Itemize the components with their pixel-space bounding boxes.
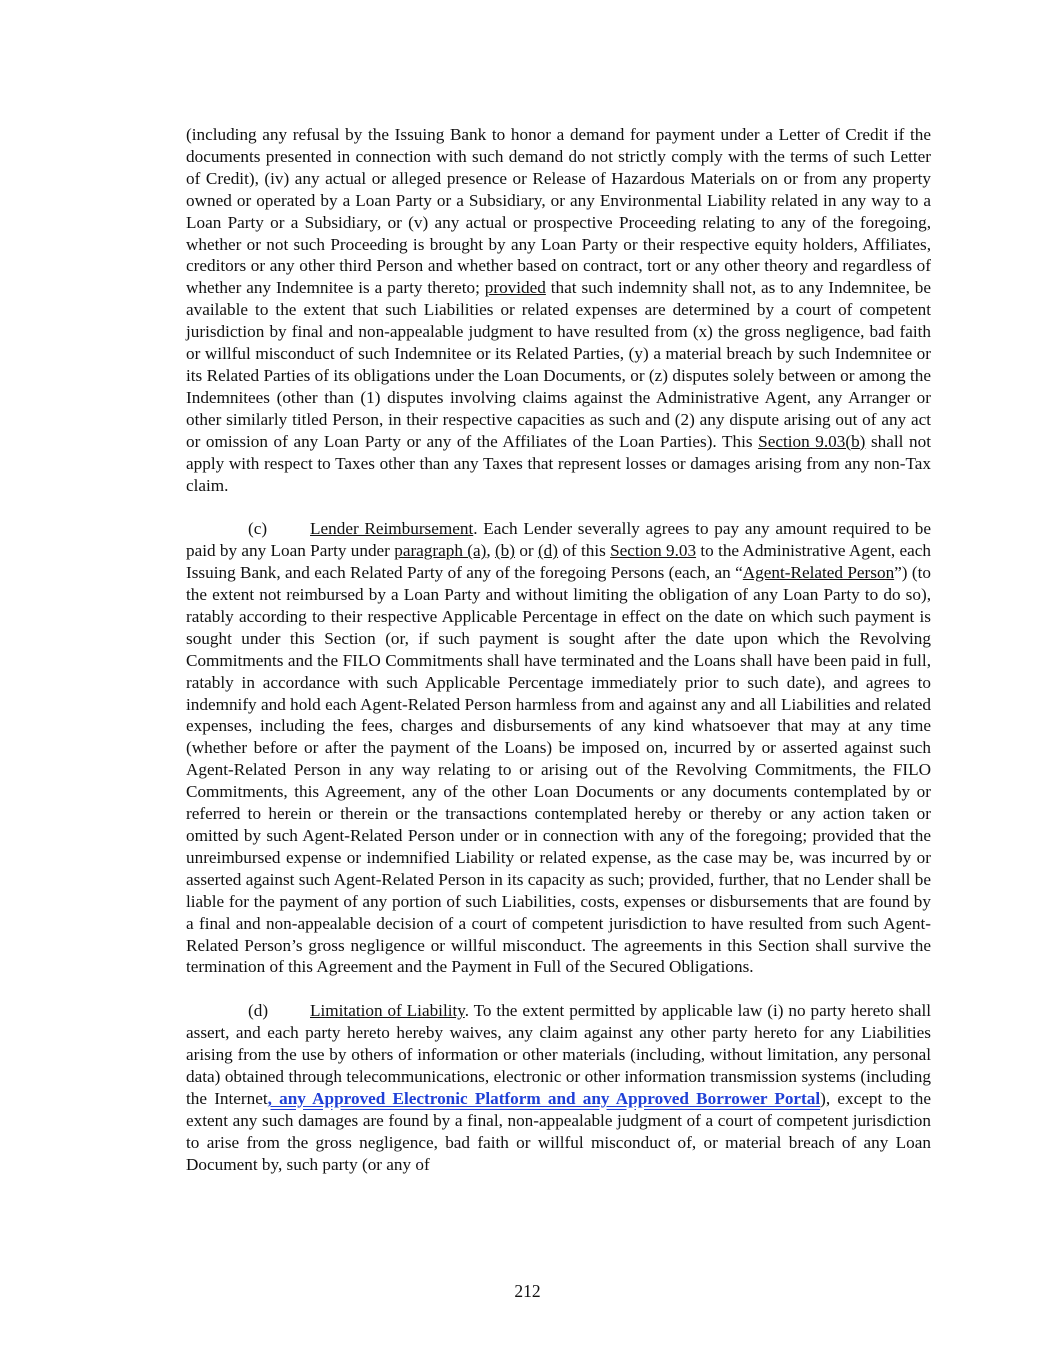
defined-term: Agent-Related Person [742, 563, 895, 583]
paragraph-d [186, 1000, 931, 1175]
text: or [515, 541, 538, 561]
document-body [186, 124, 931, 1175]
paragraph-b-continuation [186, 124, 931, 496]
paragraph-reference-b: (b) [494, 541, 515, 561]
inserted-text: , any Approved Electronic Platform and any Approved Borrower Portal [267, 1088, 821, 1108]
paragraph-c [186, 518, 931, 978]
section-reference: Section 9.03 [610, 541, 697, 561]
paragraph-label: (c) [248, 519, 268, 539]
paragraph-heading: Limitation of Liability [310, 1001, 465, 1021]
text: shall not apply with respect to Taxes other than any Taxes that represent losses or damages arising from any non-Tax claim. [186, 431, 931, 495]
text: to the Administrative Agent, each Issuing Bank, and each Related Party of any of the foregoing Persons (each, an “ [186, 541, 931, 583]
text: (including any refusal by the Issuing Bank to honor a demand for payment under a Letter of Credit if the documents presented in connection with such demand do not strictly comply with the terms of such Letter of Credit), (iv) any actual or alleged presence or Release of Hazardous Materials on or from any property owned or operated by a Loan Party or a Subsidiary, or any Environmental Liability related in any way to a Loan Party or a Subsidiary, or (v) any actual or prospective Proceeding relating to any of the foregoing, whether or not such Proceeding is brought by any Loan Party or their respective equity holders, Affiliates, creditors or any other third Person and whether based on contract, tort or any other theory and regardless of whether any Indemnitee is a party thereto; [186, 125, 931, 298]
paragraph-label: (d) [248, 1001, 269, 1021]
text: . To the extent permitted by applicable law (i) no party hereto shall assert, and each party hereto hereby waives, any claim against any other party hereto for any Liabilities arising from the use by others of information or other materials (including, without limitation, any personal data) obtained through telecommunications, electronic or other information transmission systems (including the Internet [186, 1001, 931, 1108]
text: , [486, 541, 495, 561]
paragraph-spacer [186, 978, 931, 1000]
paragraph-spacer [186, 496, 931, 518]
text: ), except to the extent any such damages are found by a final, non-appealable judgment of a court of competent jurisdiction to arise from the gross negligence, bad faith or willful misconduct of, or material breach of any Loan Document by, such party (or any of [186, 1088, 931, 1174]
text: that such indemnity shall not, as to any Indemnitee, be available to the extent that such Liabilities or related expenses are determined by a court of competent jurisdiction by final and non-appealable judgment to have resulted from (x) the gross negligence, bad faith or willful misconduct of such Indemnitee or its Related Parties, (y) a material breach by such Indemnitee or its Related Parties of its obligations under the Loan Documents, or (z) disputes solely between or among the Indemnitees (other than (1) disputes involving claims against the Administrative Agent, any Arranger or other similarly titled Person, in their respective capacities as such and (2) any dispute arising out of any act or omission of any Loan Party or any of the Affiliates of the Loan Parties). This [186, 278, 932, 451]
paragraph-reference-d: (d) [537, 541, 558, 561]
section-reference: Section 9.03(b) [758, 431, 866, 451]
text: of this [558, 541, 611, 561]
paragraph-heading: Lender Reimbursement [310, 519, 474, 539]
provided-term: provided [484, 278, 546, 298]
paragraph-reference-a: paragraph (a) [394, 541, 487, 561]
text: . Each Lender severally agrees to pay any amount required to be paid by any Loan Party under [186, 519, 932, 561]
text: ”) (to the extent not reimbursed by a Loan Party and without limiting the obligation of any Loan Party to do so), ratably according to their respective Applicable Percentage in effect on the date on which such payment is sought under this Section (or, if such payment is sought after the date upon which the Revolving Commitments and the FILO Commitments shall have terminated and the Loans shall have been paid in full, ratably in accordance with such Applicable Percentage immediately prior to such date), and agrees to indemnify and hold each Agent-Related Person harmless from and against any and all Liabilities and related expenses, including the fees, charges and disbursements of any kind whatsoever that may at any time (whether before or after the payment of the Loans) be imposed on, incurred by or asserted against such Agent-Related Person in any way relating to or arising out of the Revolving Commitments, the FILO Commitments, this Agreement, any of the other Loan Documents or any documents contemplated by or referred to herein or therein or the transactions contemplated hereby or thereby or any action taken or omitted by such Agent-Related Person under or in connection with any of the foregoing; provided that the unreimbursed expense or indemnified Liability or related expense, as the case may be, was incurred by or asserted against such Agent-Related Person in its capacity as such; provided, further, that no Lender shall be liable for the payment of any portion of such Liabilities, costs, expenses or disbursements that are found by a final and non-appealable decision of a court of competent jurisdiction to have resulted from such Agent-Related Person’s gross negligence or willful misconduct. The agreements in this Section shall survive the termination of this Agreement and the Payment in Full of the Secured Obligations. [186, 563, 931, 977]
page-number: 212 [514, 1281, 541, 1301]
